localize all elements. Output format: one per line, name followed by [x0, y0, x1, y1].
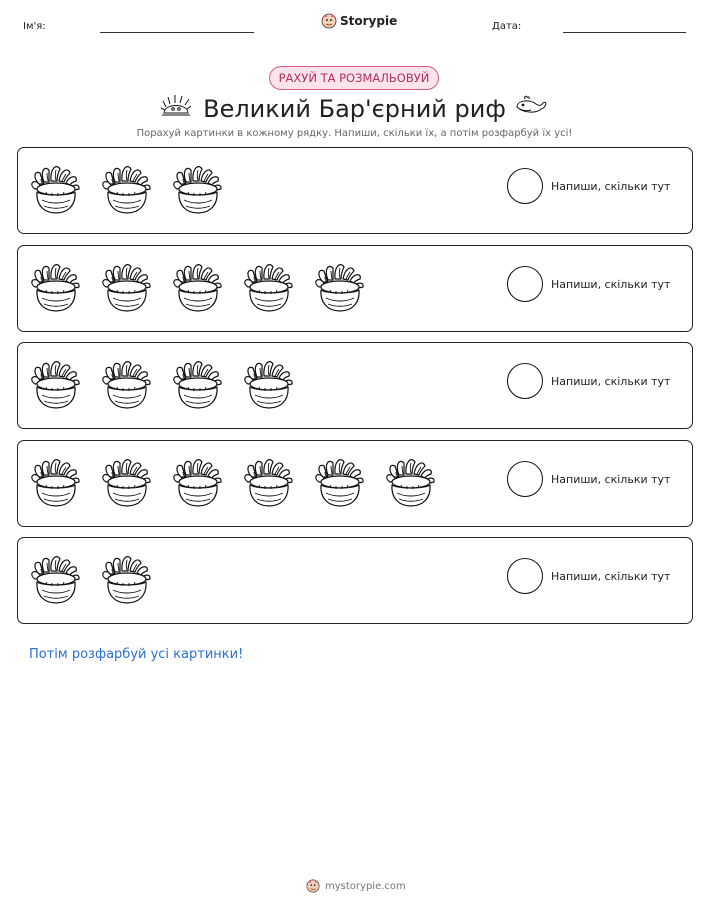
date-label: Дата:	[492, 21, 522, 32]
sea-anemone-icon[interactable]	[101, 552, 153, 606]
page-title: Великий Бар'єрний риф	[203, 95, 506, 123]
answer-circle[interactable]	[507, 461, 543, 497]
sea-anemone-icon[interactable]	[243, 357, 295, 411]
name-field[interactable]	[100, 32, 254, 33]
sea-anemone-icon[interactable]	[243, 455, 295, 509]
name-label: Ім'я:	[23, 21, 46, 32]
whale-icon	[514, 95, 548, 117]
sea-anemone-icon[interactable]	[172, 357, 224, 411]
coloring-instruction: Потім розфарбуй усі картинки!	[29, 647, 244, 662]
sea-anemone-icon[interactable]	[172, 260, 224, 314]
footer	[306, 879, 406, 893]
count-prompt: Напиши, скільки тут	[551, 180, 671, 193]
count-prompt: Напиши, скільки тут	[551, 375, 671, 388]
answer-circle[interactable]	[507, 168, 543, 204]
sea-anemone-icon[interactable]	[101, 162, 153, 216]
brand-logo	[321, 13, 397, 29]
sea-anemone-icon[interactable]	[243, 260, 295, 314]
sea-anemone-icon[interactable]	[172, 162, 224, 216]
counting-row	[17, 440, 693, 527]
date-field[interactable]	[563, 32, 686, 33]
sea-anemone-icon[interactable]	[101, 357, 153, 411]
answer-circle[interactable]	[507, 558, 543, 594]
counting-rows	[17, 147, 693, 635]
count-prompt: Напиши, скільки тут	[551, 277, 671, 291]
counting-row	[17, 147, 693, 234]
counting-row	[17, 342, 693, 429]
picture-group	[30, 162, 224, 216]
storypie-icon	[321, 13, 337, 29]
counting-row	[17, 245, 693, 332]
count-prompt: Напиши, скільки тут	[551, 570, 671, 583]
sea-anemone-icon[interactable]	[314, 455, 366, 509]
answer-circle[interactable]	[507, 266, 543, 302]
footer-url: mystorypie.com	[325, 880, 406, 892]
sea-anemone-icon[interactable]	[101, 260, 153, 314]
sea-anemone-icon[interactable]	[30, 357, 82, 411]
page-subtitle: Порахуй картинки в кожному рядку. Напиши, скільки їх, а потім розфарбуй їх усі!	[136, 128, 573, 139]
sea-anemone-icon[interactable]	[101, 455, 153, 509]
counting-row	[17, 537, 693, 624]
sea-anemone-icon[interactable]	[385, 455, 437, 509]
activity-badge: РАХУЙ ТА РОЗМАЛЬОВУЙ	[269, 66, 439, 90]
sea-anemone-icon[interactable]	[30, 455, 82, 509]
count-prompt: Напиши, скільки тут	[551, 472, 671, 486]
picture-group	[30, 260, 366, 314]
sea-anemone-icon[interactable]	[314, 260, 366, 314]
sea-anemone-icon[interactable]	[30, 260, 82, 314]
picture-group	[30, 455, 437, 509]
sea-anemone-icon[interactable]	[30, 162, 82, 216]
picture-group	[30, 552, 153, 606]
picture-group	[30, 357, 295, 411]
storypie-icon	[306, 879, 320, 893]
sea-anemone-icon[interactable]	[30, 552, 82, 606]
answer-circle[interactable]	[507, 363, 543, 399]
sea-anemone-icon[interactable]	[172, 455, 224, 509]
brand-name: Storypie	[340, 14, 398, 28]
